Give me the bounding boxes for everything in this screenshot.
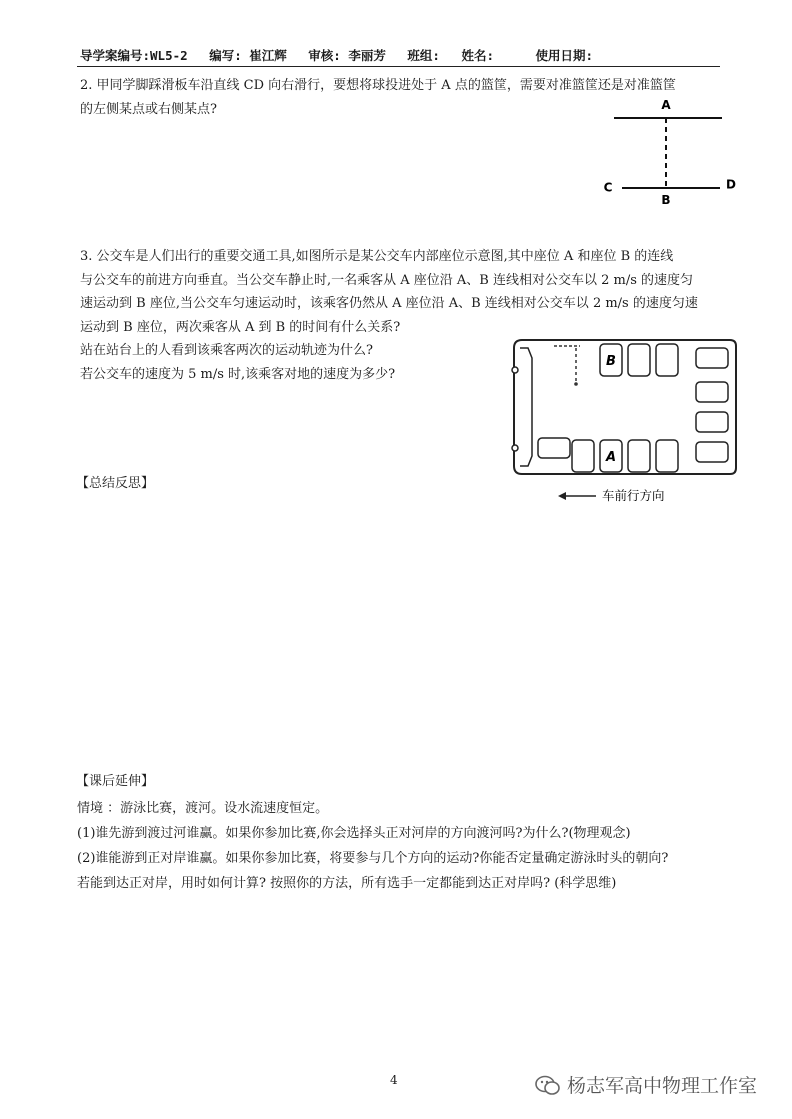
passenger-dot — [574, 382, 578, 386]
bus-front-wall — [520, 348, 532, 466]
direction-arrow-icon — [558, 492, 566, 500]
label-d: D — [726, 177, 736, 192]
seat — [696, 442, 728, 462]
seat — [628, 344, 650, 376]
direction-label: 车前行方向 — [602, 488, 665, 503]
seat — [656, 440, 678, 472]
summary-title: 【总结反思】 — [76, 476, 155, 491]
header-rule — [77, 66, 720, 67]
seat — [696, 412, 728, 432]
q3-line: 3. 公交车是人们出行的重要交通工具,如图所示是某公交车内部座位示意图,其中座位 A 和座位 B 的连线 — [80, 249, 674, 264]
door-hinge — [512, 445, 518, 451]
header-code: 导学案编号:WL5-2 — [80, 48, 188, 63]
seat-b-label: B — [606, 354, 616, 369]
watermark-text: 杨志军高中物理工作室 — [567, 1075, 758, 1097]
bus-diagram — [508, 334, 740, 510]
q3-line: 与公交车的前进方向垂直。当公交车静止时,一名乘客从 A 座位沿 A、B 连线相对公交车以 2 m/s 的速度匀 — [80, 272, 694, 288]
seat-a-label: A — [605, 450, 617, 465]
extension-title: 【课后延伸】 — [76, 774, 155, 789]
label-c: C — [603, 180, 613, 195]
seat — [572, 440, 594, 472]
q2-text — [80, 74, 676, 121]
label-b: B — [661, 193, 671, 207]
q2-line: 的左侧某点或右侧某点? — [80, 101, 217, 117]
header-editor: 编写: 崔江辉 — [209, 48, 287, 63]
document-header — [80, 46, 720, 64]
q3-line: 速运动到 B 座位,当公交车匀速运动时，该乘客仍然从 A 座位沿 A、B 连线相对公交车以 2 m/s 的速度匀速 — [80, 296, 698, 311]
bus-outline — [514, 340, 736, 474]
page-number: 4 — [390, 1073, 398, 1087]
q3-line: 站在站台上的人看到该乘客两次的运动轨迹为什么? — [80, 343, 373, 358]
door-hinge — [512, 367, 518, 373]
wechat-icon — [535, 1074, 561, 1096]
extension-text — [77, 796, 668, 896]
seat — [628, 440, 650, 472]
q2-line: 2. 甲同学脚踩滑板车沿直线 CD 向右滑行，要想将球投进处于 A 点的篮筐，需要对准篮筐还是对准篮筐 — [80, 78, 676, 93]
header-class: 班组: — [407, 48, 440, 63]
header-reviewer: 审核: 李丽芳 — [308, 48, 386, 63]
q3-line: 运动到 B 座位，两次乘客从 A 到 B 的时间有什么关系? — [80, 319, 401, 335]
extension-line: (2)谁能游到正对岸谁赢。如果你参加比赛，将要参与几个方向的运动?你能否定量确定游泳时头的朝向? — [77, 851, 669, 866]
seat — [538, 438, 570, 458]
label-a: A — [661, 98, 671, 112]
extension-line: 情境 ：游泳比赛，渡河。设水流速度恒定。 — [77, 801, 329, 816]
seat — [696, 348, 728, 368]
header-name: 姓名: — [461, 48, 494, 63]
seat — [696, 382, 728, 402]
extension-line: 若能到达正对岸，用时如何计算? 按照你的方法，所有选手一定都能到达正对岸吗? (科学思维) — [77, 876, 617, 891]
extension-line: (1)谁先游到渡过河谁赢。如果你参加比赛,你会选择头正对河岸的方向渡河吗?为什么?(物理观念) — [77, 826, 631, 841]
q2-diagram — [600, 96, 745, 212]
watermark — [535, 1071, 757, 1098]
q3-line: 若公交车的速度为 5 m/s 时,该乘客对地的速度为多少? — [80, 366, 396, 382]
header-date: 使用日期: — [535, 48, 594, 63]
seat — [656, 344, 678, 376]
